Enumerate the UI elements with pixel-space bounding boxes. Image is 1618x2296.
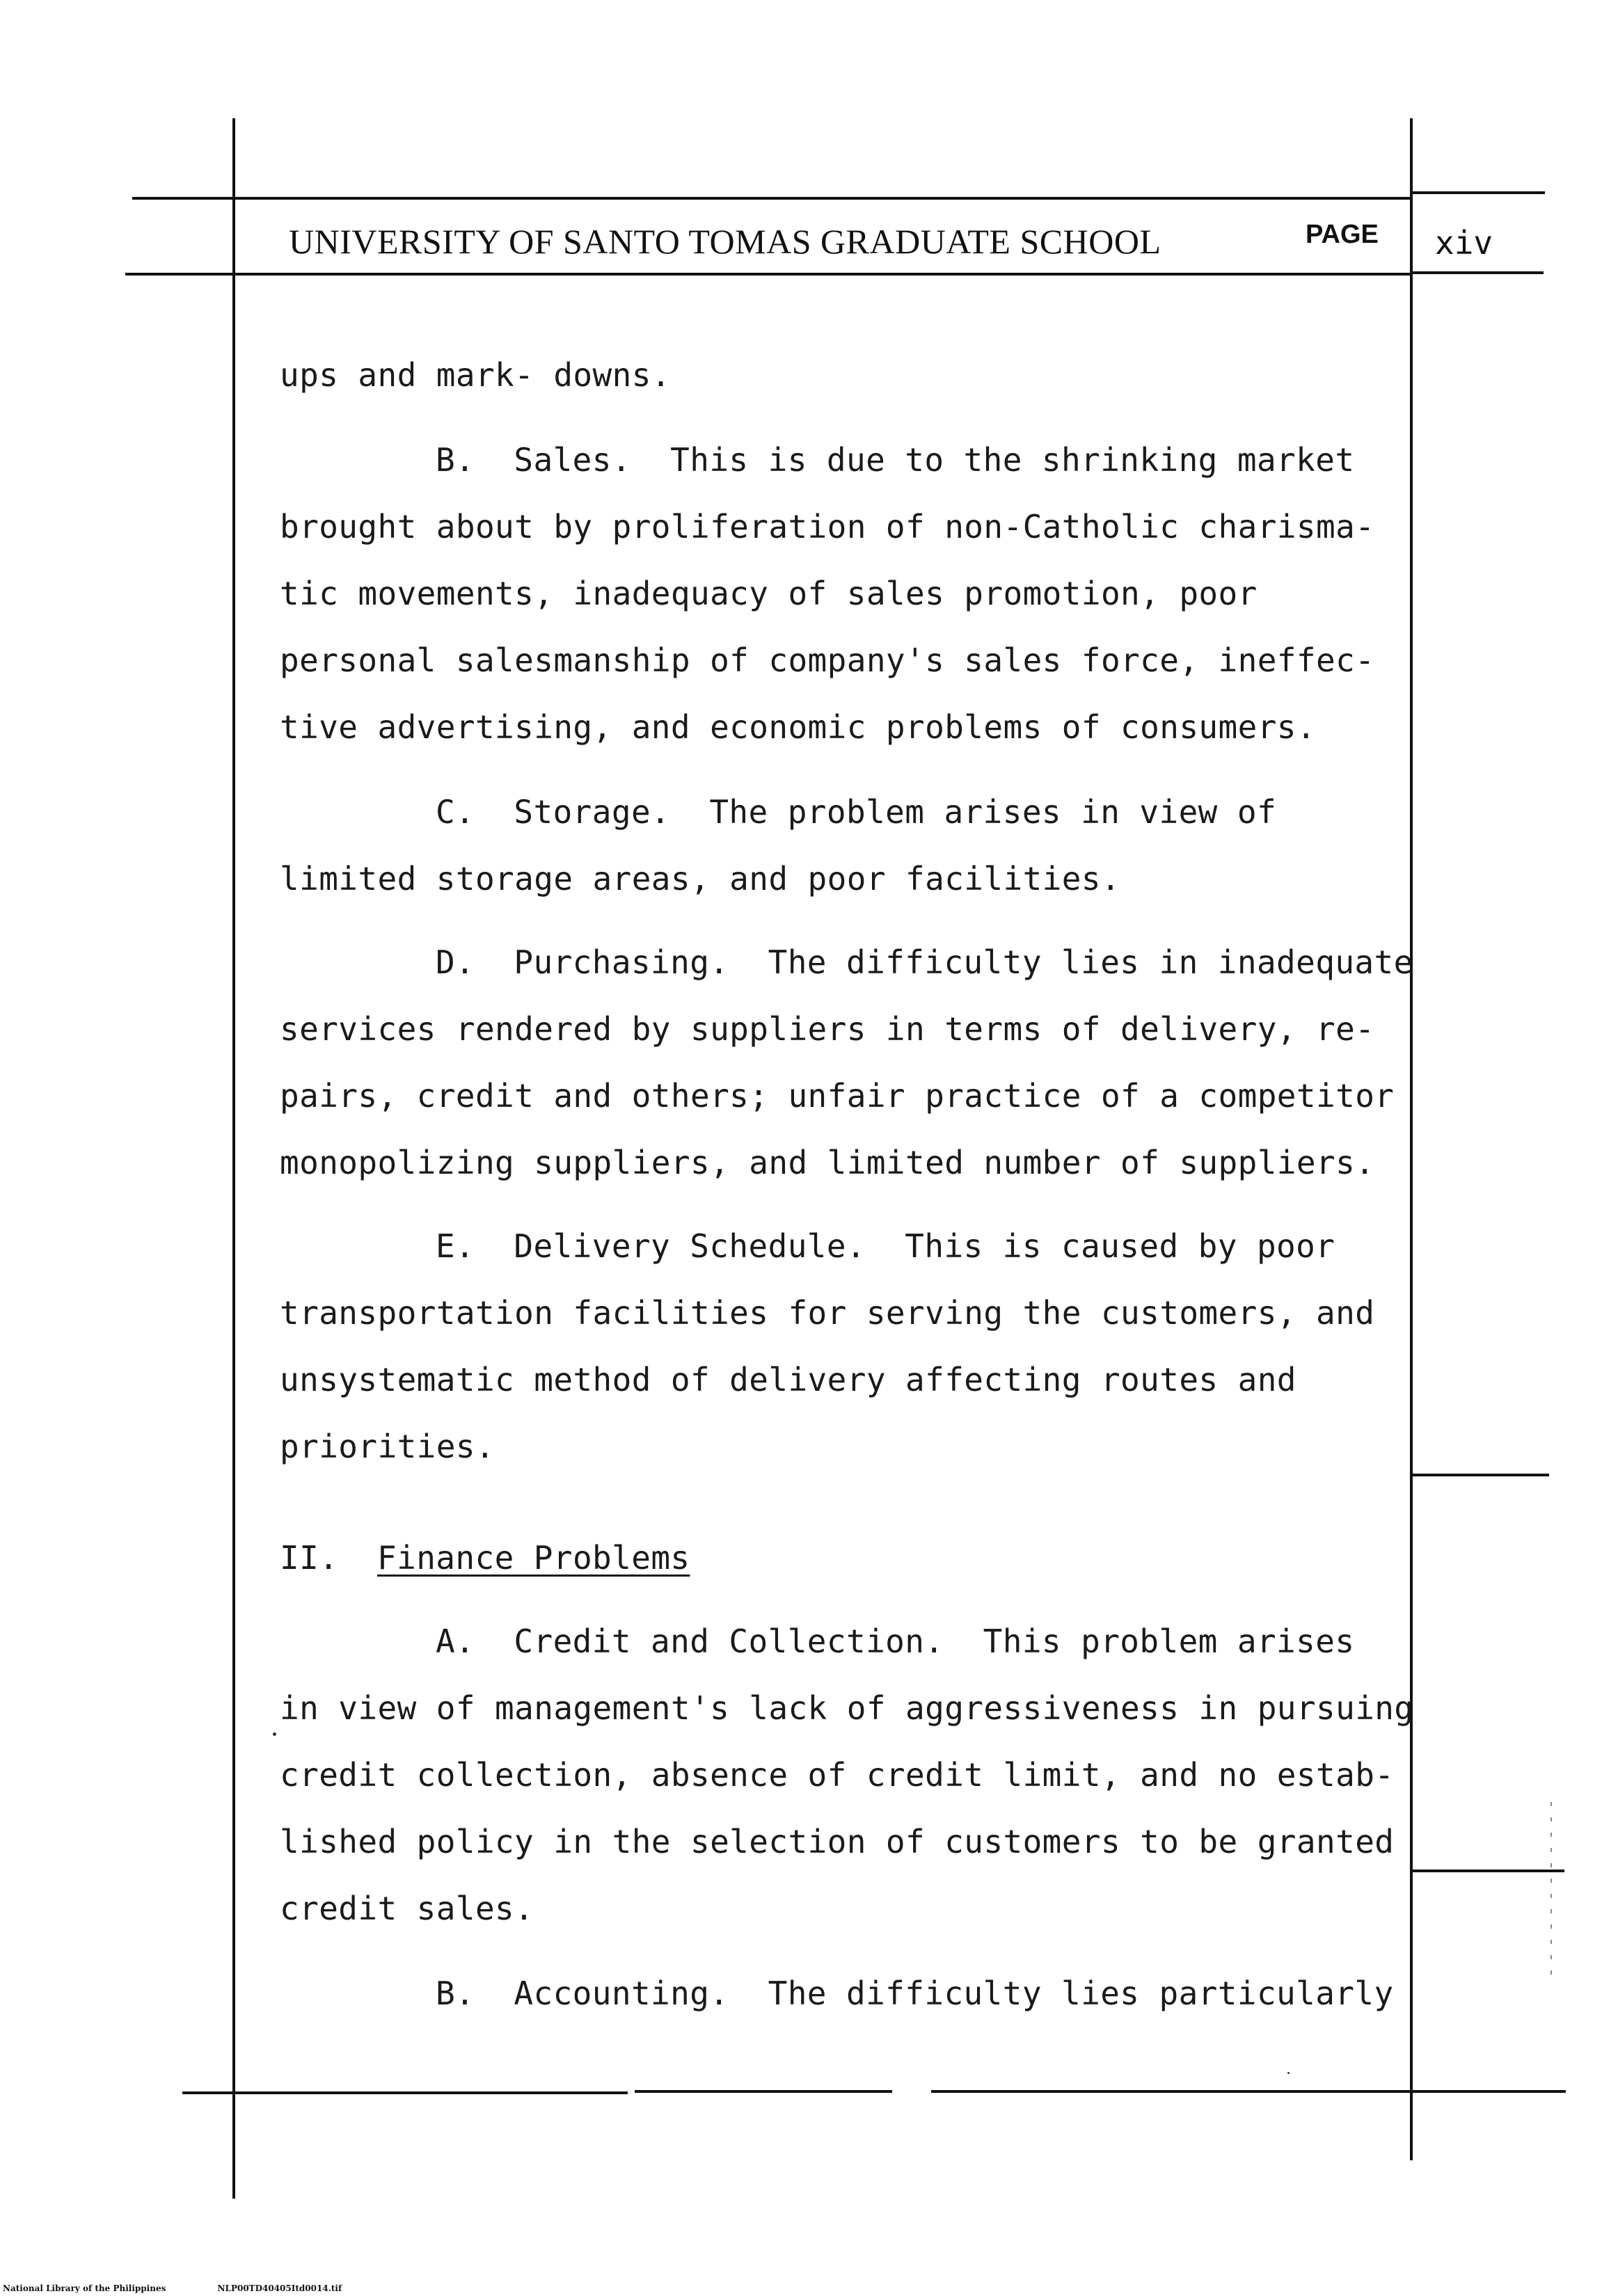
text-line: A. Credit and Collection. This problem arises <box>436 1623 1355 1660</box>
text-line: services rendered by suppliers in terms of delivery, re- <box>280 1010 1375 1048</box>
text-line: brought about by proliferation of non-Catholic charisma- <box>280 508 1375 545</box>
scan-footer <box>3 2283 390 2293</box>
right-margin-tick-2 <box>1410 1870 1564 1872</box>
bottom-rule-left <box>182 2091 628 2094</box>
header-bottom-rule <box>125 273 1413 276</box>
bottom-rule-mid <box>635 2090 892 2093</box>
text-line: limited storage areas, and poor facilities. <box>280 860 1121 898</box>
text-line: tic movements, inadequacy of sales promotion, poor <box>280 575 1258 612</box>
text-line: personal salesmanship of company's sales force, ineffec- <box>280 641 1375 679</box>
right-margin-tick-1 <box>1410 1474 1549 1476</box>
dotted-margin-mark <box>1550 1802 1552 1983</box>
page-label: PAGE <box>1306 220 1379 249</box>
page-number: xiv <box>1435 224 1493 262</box>
header-top-rule-left <box>132 197 1413 200</box>
text-line: D. Purchasing. The difficulty lies in inadequate <box>436 943 1413 981</box>
text-line: C. Storage. The problem arises in view of <box>436 793 1277 831</box>
header-top-rule-right <box>1410 191 1545 194</box>
text-line: priorities. <box>280 1428 495 1465</box>
text-line: monopolizing suppliers, and limited number of suppliers. <box>280 1144 1375 1181</box>
footer-library: National Library of the Philippines <box>3 2283 166 2293</box>
text-line: in view of management's lack of aggressiveness in pursuing <box>280 1689 1414 1727</box>
header-bottom-rule-right <box>1410 271 1544 274</box>
text-line: lished policy in the selection of customers to be granted <box>280 1823 1395 1860</box>
text-line: unsystematic method of delivery affecting routes and <box>280 1361 1296 1398</box>
right-margin-rule <box>1410 118 1413 2160</box>
section-number: II. <box>280 1539 339 1577</box>
text-line: ups and mark- downs. <box>280 356 671 394</box>
scan-speck <box>273 1732 276 1736</box>
text-line: credit collection, absence of credit limit, and no estab- <box>280 1756 1395 1794</box>
scan-speck <box>1287 2072 1290 2074</box>
text-line: E. Delivery Schedule. This is caused by poor <box>436 1227 1335 1265</box>
section-heading: Finance Problems <box>377 1539 690 1577</box>
left-margin-rule <box>232 118 235 2199</box>
text-line: tive advertising, and economic problems of consumers. <box>280 708 1316 746</box>
text-line: transportation facilities for serving the customers, and <box>280 1294 1375 1332</box>
footer-file: NLP00TD40405Itd0014.tif <box>217 2283 342 2293</box>
page-header-title: UNIVERSITY OF SANTO TOMAS GRADUATE SCHOOL <box>289 222 1161 261</box>
bottom-rule-right <box>931 2090 1566 2093</box>
text-line: B. Sales. This is due to the shrinking market <box>436 441 1355 479</box>
text-line: B. Accounting. The difficulty lies particularly <box>436 1975 1394 2012</box>
text-line: pairs, credit and others; unfair practice of a competitor <box>280 1077 1395 1115</box>
text-line: credit sales. <box>280 1890 534 1927</box>
